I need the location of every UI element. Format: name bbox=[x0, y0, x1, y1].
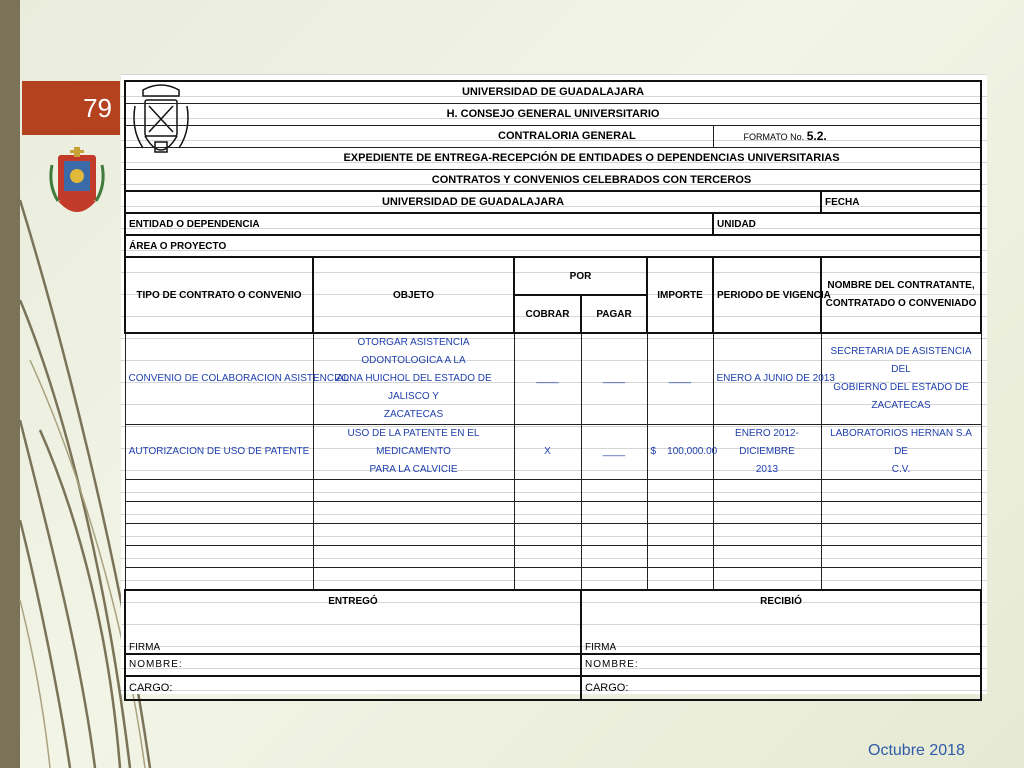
entidad-label: ENTIDAD O DEPENDENCIA bbox=[125, 213, 713, 235]
entrego-firma: FIRMA bbox=[125, 612, 581, 654]
row1-objeto: OTORGAR ASISTENCIA ODONTOLOGICA A LA ZONA HUICHOL DEL ESTADO DE JALISCO Y ZACATECAS bbox=[313, 333, 514, 425]
institution-name: UNIVERSIDAD DE GUADALAJARA bbox=[125, 191, 821, 213]
empty-row bbox=[125, 502, 981, 524]
col-pagar: PAGAR bbox=[581, 295, 647, 333]
row2-periodo: ENERO 2012- DICIEMBRE 2013 bbox=[713, 425, 821, 480]
col-cobrar: COBRAR bbox=[514, 295, 581, 333]
recibio-nombre: NOMBRE: bbox=[581, 654, 981, 676]
recibio-firma: FIRMA bbox=[581, 612, 981, 654]
table-row bbox=[125, 333, 981, 425]
header-contraloria: CONTRALORIA GENERAL bbox=[125, 125, 713, 147]
area-label: ÁREA O PROYECTO bbox=[125, 235, 981, 257]
empty-row bbox=[125, 524, 981, 546]
formato-number: 5.2. bbox=[806, 129, 827, 143]
row2-tipo: AUTORIZACION DE USO DE PATENTE bbox=[125, 425, 313, 480]
empty-row bbox=[125, 568, 981, 590]
university-crest-icon bbox=[48, 145, 106, 223]
recibio-cargo: CARGO: bbox=[581, 676, 981, 700]
col-por: POR bbox=[514, 257, 647, 295]
row2-pagar: ____ bbox=[581, 425, 647, 480]
row2-cobrar: X bbox=[514, 425, 581, 480]
row1-pagar: ____ bbox=[581, 333, 647, 425]
entrego-cargo: CARGO: bbox=[125, 676, 581, 700]
col-periodo: PERIODO DE VIGENCIA bbox=[713, 257, 821, 333]
row1-periodo: ENERO A JUNIO DE 2013 bbox=[713, 333, 821, 425]
fecha-label: FECHA bbox=[821, 191, 981, 213]
formato-label: FORMATO No. 5.2. bbox=[713, 125, 981, 147]
col-nombre: NOMBRE DEL CONTRATANTE, CONTRATADO O CONVENIADO bbox=[821, 257, 981, 333]
row1-cobrar: ____ bbox=[514, 333, 581, 425]
col-tipo: TIPO DE CONTRATO O CONVENIO bbox=[125, 257, 313, 333]
row1-nombre: SECRETARIA DE ASISTENCIA DEL GOBIERNO DEL ESTADO DE ZACATECAS bbox=[821, 333, 981, 425]
row1-importe: ____ bbox=[647, 333, 713, 425]
header-university: UNIVERSIDAD DE GUADALAJARA bbox=[125, 81, 981, 103]
table-row bbox=[125, 425, 981, 480]
contracts-form-table bbox=[124, 80, 982, 701]
row2-nombre: LABORATORIOS HERNAN S.A DE C.V. bbox=[821, 425, 981, 480]
empty-row bbox=[125, 546, 981, 568]
header-council: H. CONSEJO GENERAL UNIVERSITARIO bbox=[125, 103, 981, 125]
header-contratos: CONTRATOS Y CONVENIOS CELEBRADOS CON TERCEROS bbox=[125, 169, 981, 191]
row1-tipo: CONVENIO DE COLABORACION ASISTENCIAL bbox=[125, 333, 313, 425]
entrego-nombre: NOMBRE: bbox=[125, 654, 581, 676]
col-importe: IMPORTE bbox=[647, 257, 713, 333]
row2-objeto: USO DE LA PATENTE EN EL MEDICAMENTO PARA LA CALVICIE bbox=[313, 425, 514, 480]
unidad-label: UNIDAD bbox=[713, 213, 981, 235]
empty-row bbox=[125, 480, 981, 502]
footer-date: Octubre 2018 bbox=[868, 742, 965, 759]
header-expediente: EXPEDIENTE DE ENTREGA-RECEPCIÓN DE ENTIDADES O DEPENDENCIAS UNIVERSITARIAS bbox=[125, 147, 981, 169]
entrego-label: ENTREGÓ bbox=[125, 590, 581, 612]
col-objeto: OBJETO bbox=[313, 257, 514, 333]
row2-importe: $ 100,000.00 bbox=[647, 425, 713, 480]
recibio-label: RECIBIÓ bbox=[581, 590, 981, 612]
slide-number: 79 bbox=[22, 81, 120, 135]
spreadsheet-form bbox=[121, 74, 987, 694]
